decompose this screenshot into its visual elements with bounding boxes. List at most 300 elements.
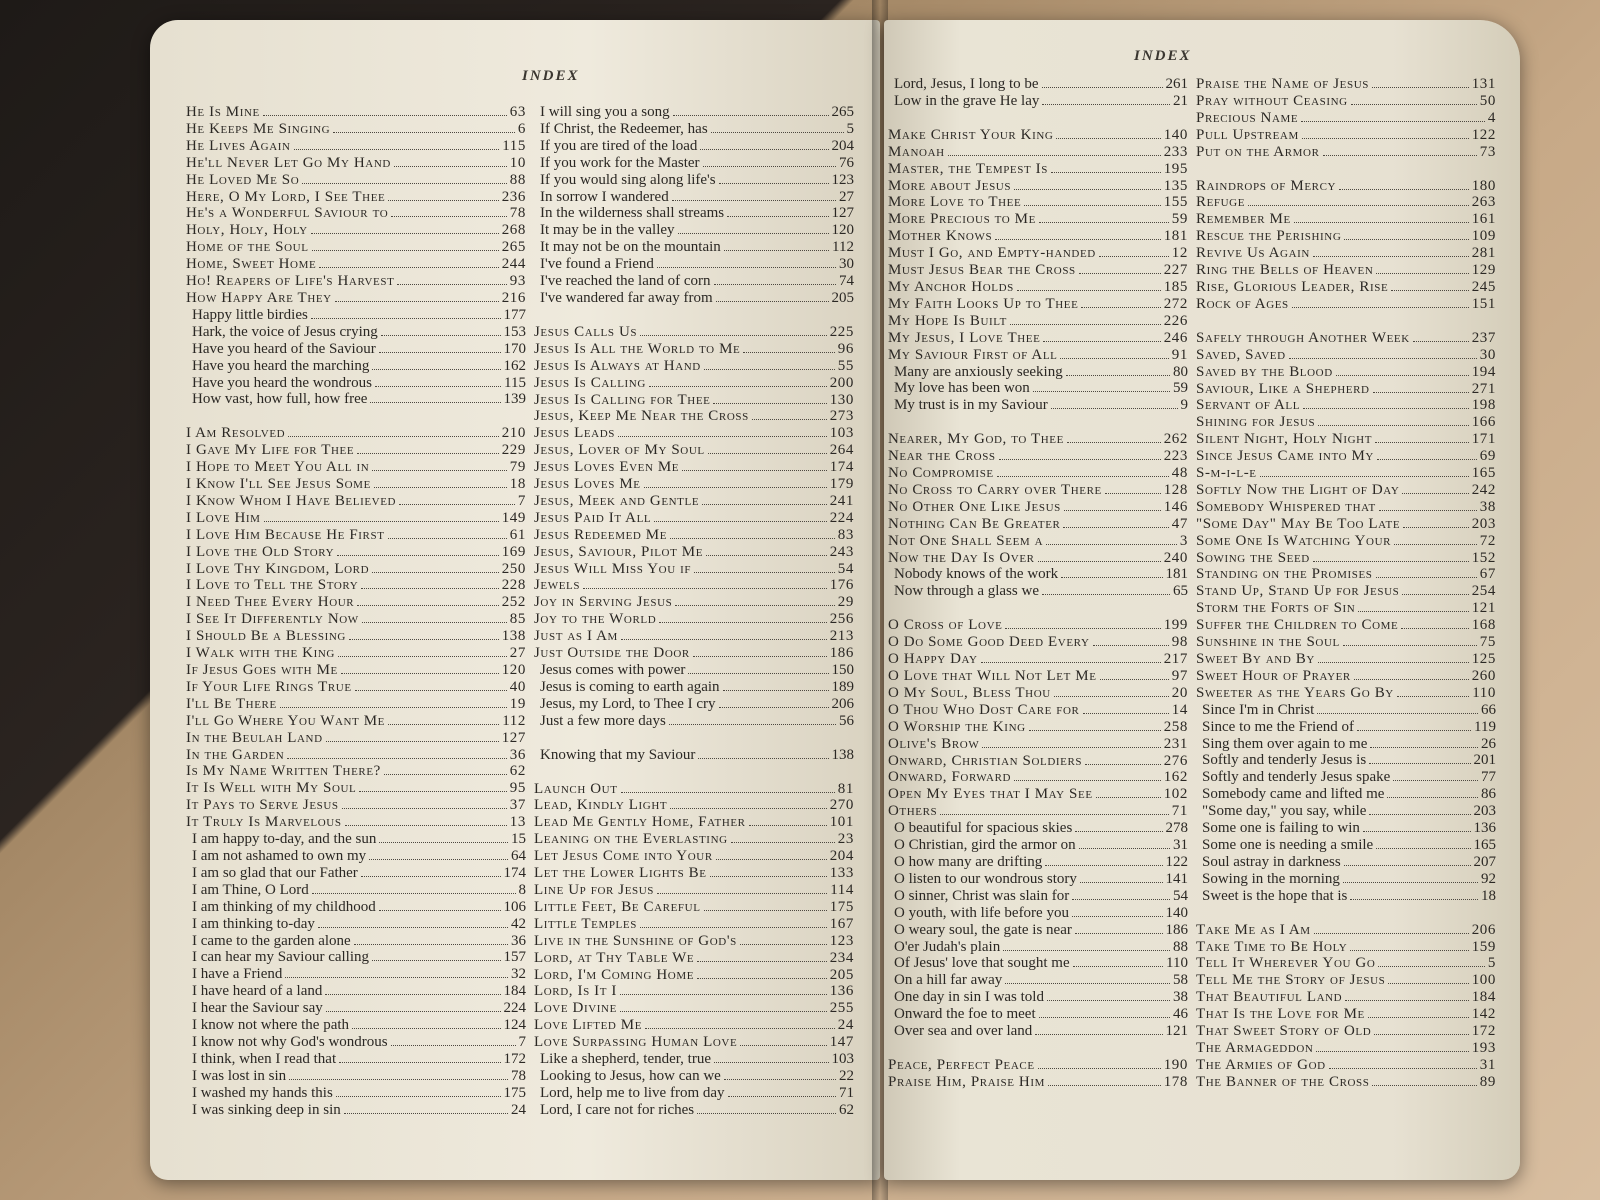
dot-leader: [682, 470, 827, 471]
dot-leader: [1391, 290, 1468, 291]
index-entry: [888, 1074, 1188, 1091]
dot-leader: [659, 622, 826, 623]
index-entry: [186, 933, 526, 950]
hymn-title: I am not ashamed to own my: [192, 847, 367, 864]
hymn-title: O sinner, Christ was slain for: [894, 887, 1070, 904]
dot-leader: [1363, 831, 1471, 832]
index-entry: [186, 527, 526, 544]
page-number: 206: [831, 695, 854, 712]
index-entry: [888, 448, 1188, 465]
page-number: 59: [1171, 211, 1188, 228]
dot-leader: [1045, 865, 1162, 866]
index-entry: [534, 662, 854, 679]
index-entry: [186, 324, 526, 341]
index-entry: [888, 668, 1188, 685]
page-number: 138: [831, 746, 854, 763]
index-column-2: [534, 104, 854, 1119]
page-number: 244: [501, 256, 526, 273]
hymn-title: How vast, how full, how free: [192, 391, 368, 408]
index-entry: [1196, 465, 1496, 482]
dot-leader: [997, 476, 1169, 477]
index-entry: [1196, 516, 1496, 533]
index-entry: [1196, 736, 1496, 753]
hymn-title: Sing them over again to me: [1202, 735, 1368, 752]
page-number: 89: [1479, 1073, 1496, 1090]
page-number: 242: [1471, 481, 1496, 498]
hymn-title: Praise Him, Praise Him: [888, 1073, 1045, 1090]
hymn-title: I know not where the path: [192, 1017, 350, 1034]
index-entry: [534, 831, 854, 848]
hymn-title: Softly Now the Light of Day: [1196, 481, 1400, 498]
index-entry: [1196, 533, 1496, 550]
dot-leader: [704, 910, 827, 911]
section-gap: [534, 307, 854, 324]
page-number: 37: [509, 797, 526, 814]
page-number: 77: [1481, 769, 1496, 786]
index-entry: [1196, 228, 1496, 245]
dot-leader: [1024, 205, 1160, 206]
page-number: 194: [1471, 363, 1496, 380]
index-entry: [1196, 330, 1496, 347]
index-entry: [186, 1051, 526, 1068]
hymn-title: Little Feet, Be Careful: [534, 898, 701, 915]
index-entry: [1196, 296, 1496, 313]
dot-leader: [361, 876, 501, 877]
dot-leader: [1051, 172, 1161, 173]
index-entry: [888, 803, 1188, 820]
hymn-title: Jesus Calls Us: [534, 323, 638, 340]
index-entry: [186, 425, 526, 442]
index-entry: [888, 871, 1188, 888]
index-entry: [1196, 448, 1496, 465]
section-gap: [186, 408, 526, 425]
index-entry: [888, 550, 1188, 567]
index-entry: [534, 781, 854, 798]
index-entry: [1196, 110, 1496, 127]
dot-leader: [285, 977, 508, 978]
index-entry: [1196, 939, 1496, 956]
page-number: 225: [829, 323, 854, 340]
index-column-2: [1196, 76, 1496, 1091]
page-number: 110: [1472, 684, 1496, 701]
hymn-title: Rock of Ages: [1196, 295, 1289, 312]
dot-leader: [379, 910, 501, 911]
page-number: 62: [509, 763, 526, 780]
page-number: 165: [1473, 836, 1496, 853]
dot-leader: [1339, 189, 1469, 190]
hymn-title: Jesus, Saviour, Pilot Me: [534, 543, 704, 560]
dot-leader: [1010, 324, 1161, 325]
index-entry: [1196, 786, 1496, 803]
right-page: [884, 20, 1520, 1180]
page-number: 189: [831, 678, 854, 695]
page-number: 246: [1163, 329, 1188, 346]
dot-leader: [1376, 577, 1477, 578]
index-entry: [186, 1085, 526, 1102]
dot-leader: [1314, 933, 1469, 934]
hymn-title: Softly and tenderly Jesus spake: [1202, 769, 1391, 786]
index-entry: [888, 245, 1188, 262]
hymn-title: Leaning on the Everlasting: [534, 831, 728, 848]
dot-leader: [995, 239, 1161, 240]
page-number: 228: [501, 577, 526, 594]
dot-leader: [1017, 290, 1161, 291]
index-entry: [186, 341, 526, 358]
page-number: 75: [1479, 634, 1496, 651]
page-number: 88: [509, 171, 526, 188]
hymn-title: I've found a Friend: [540, 256, 654, 273]
index-entry: [186, 172, 526, 189]
dot-leader: [1350, 899, 1478, 900]
hymn-title: Pray without Ceasing: [1196, 92, 1348, 109]
page-number: 199: [1163, 617, 1188, 634]
index-entry: [186, 780, 526, 797]
page-number: 8: [518, 881, 526, 898]
hymn-title: Sweet By and By: [1196, 651, 1315, 667]
dot-leader: [645, 1028, 835, 1029]
index-entry: [534, 189, 854, 206]
index-entry: [534, 358, 854, 375]
dot-leader: [397, 284, 506, 285]
hymn-title: Manoah: [888, 143, 945, 160]
dot-leader: [1294, 222, 1469, 223]
page-number: 122: [1165, 853, 1188, 870]
page-number: 112: [832, 239, 854, 256]
page-number: 131: [1471, 76, 1496, 92]
hymn-title: Lord, Is It I: [534, 983, 618, 1000]
index-entry: [1196, 752, 1496, 769]
dot-leader: [312, 250, 499, 251]
page-number: 55: [837, 357, 854, 374]
page-number: 47: [1171, 515, 1188, 532]
index-entry: [888, 380, 1188, 397]
dot-leader: [982, 747, 1160, 748]
hymn-title: Low in the grave He lay: [894, 92, 1040, 109]
hymn-title: I Walk with the King: [186, 645, 335, 662]
page-number: 276: [1163, 752, 1188, 769]
hymn-title: Stand Up, Stand Up for Jesus: [1196, 583, 1400, 600]
index-entry: [534, 239, 854, 256]
index-entry: [1196, 550, 1496, 567]
hymn-title: Just a few more days: [540, 712, 666, 729]
hymn-title: Saved, Saved: [1196, 346, 1286, 363]
page-number: 181: [1165, 566, 1188, 583]
index-entry: [186, 138, 526, 155]
page-number: 81: [837, 780, 854, 797]
index-entry: [534, 375, 854, 392]
index-entry: [888, 617, 1188, 634]
hymn-title: I am happy to-day, and the sun: [192, 831, 377, 848]
index-entry: [888, 753, 1188, 770]
page-number: 136: [1473, 820, 1496, 837]
dot-leader: [618, 436, 827, 437]
hymn-title: It may be in the valley: [540, 222, 675, 239]
page-number: 119: [1474, 718, 1496, 735]
dot-leader: [1073, 966, 1163, 967]
hymn-title: Onward, Christian Soldiers: [888, 752, 1083, 769]
dot-leader: [1350, 950, 1468, 951]
page-number: 224: [503, 1000, 526, 1017]
page-number: 124: [503, 1017, 526, 1034]
page-number: 175: [829, 898, 854, 915]
index-entry: [534, 848, 854, 865]
section-gap: [888, 110, 1188, 127]
hymn-title: If you are tired of the load: [540, 137, 698, 154]
index-entry: [1196, 1057, 1496, 1074]
dot-leader: [1318, 662, 1469, 663]
index-entry: [1196, 381, 1496, 398]
page-number: 20: [1171, 684, 1188, 701]
hymn-title: He'll Never Let Go My Hand: [186, 154, 391, 171]
page-number: 186: [1165, 921, 1188, 938]
hymn-title: Servant of All: [1196, 397, 1301, 414]
hymn-title: Holy, Holy, Holy: [186, 222, 308, 239]
hymn-title: Jesus Redeemed Me: [534, 526, 668, 543]
dot-leader: [697, 978, 827, 979]
dot-leader: [388, 724, 499, 725]
index-entry: [534, 459, 854, 476]
dot-leader: [357, 453, 499, 454]
dot-leader: [1047, 1000, 1170, 1001]
page-number: 258: [1163, 718, 1188, 735]
index-entry: [888, 854, 1188, 871]
hymn-title: S-m-i-l-e: [1196, 465, 1257, 482]
index-entry: [888, 955, 1188, 972]
index-column-1: [186, 104, 526, 1118]
page-number: 152: [1471, 549, 1496, 566]
dot-leader: [621, 639, 827, 640]
hymn-title: Love Surpassing Human Love: [534, 1034, 738, 1051]
dot-leader: [388, 200, 498, 201]
hymn-title: O My Soul, Bless Thou: [888, 684, 1051, 701]
page-number: 268: [501, 222, 526, 239]
dot-leader: [719, 183, 829, 184]
index-entry: [888, 736, 1188, 753]
index-entry: [186, 1034, 526, 1051]
hymn-title: I was lost in sin: [192, 1067, 287, 1084]
hymn-title: Lead Me Gently Home, Father: [534, 814, 746, 831]
index-entry: [888, 820, 1188, 837]
page-number: 31: [1173, 837, 1188, 854]
page-number: 224: [829, 509, 854, 526]
hymn-title: "Some day," you say, while: [1202, 803, 1367, 820]
index-entry: [1196, 837, 1496, 854]
page-number: 95: [509, 780, 526, 797]
dot-leader: [621, 792, 835, 793]
hymn-title: That Beautiful Land: [1196, 989, 1343, 1006]
hymn-title: I Love Him: [186, 509, 261, 526]
dot-leader: [1377, 459, 1477, 460]
dot-leader: [1014, 780, 1161, 781]
dot-leader: [1048, 1085, 1161, 1086]
index-entry: [534, 628, 854, 645]
index-entry: [534, 747, 854, 764]
hymn-title: He Lives Again: [186, 137, 291, 154]
dot-leader: [1402, 493, 1468, 494]
page-number: 96: [837, 340, 854, 357]
dot-leader: [336, 1096, 501, 1097]
page-number: 140: [1163, 126, 1188, 143]
hymn-title: I came to the garden alone: [192, 932, 351, 949]
page-number: 91: [1171, 346, 1188, 363]
page-number: 245: [1471, 278, 1496, 295]
index-entry: [534, 1068, 854, 1085]
hymn-title: The Armageddon: [1196, 1039, 1314, 1056]
dot-leader: [1081, 307, 1160, 308]
dot-leader: [1039, 222, 1169, 223]
section-gap: [1196, 905, 1496, 922]
index-entry: [888, 905, 1188, 922]
page-number: 166: [1471, 414, 1496, 431]
index-entry: [534, 341, 854, 358]
hymn-title: O weary soul, the gate is near: [894, 921, 1072, 938]
hymn-title: Just Outside the Door: [534, 645, 690, 662]
hymn-title: If Jesus Goes with Me: [186, 662, 338, 678]
index-column-1: [888, 76, 1188, 1091]
page-number: 27: [509, 645, 526, 662]
dot-leader: [752, 419, 827, 420]
page-number: 115: [504, 374, 526, 391]
hymn-title: I've reached the land of corn: [540, 273, 711, 290]
page-number: 198: [1471, 397, 1496, 414]
dot-leader: [716, 859, 827, 860]
hymn-title: Joy in Serving Jesus: [534, 594, 673, 611]
dot-leader: [1376, 848, 1470, 849]
index-entry: [888, 1023, 1188, 1040]
page-number: 46: [1173, 1006, 1188, 1023]
page-number: 36: [509, 746, 526, 763]
index-entry: [888, 161, 1188, 178]
page-number: 217: [1163, 651, 1188, 668]
hymn-title: Many are anxiously seeking: [894, 363, 1063, 380]
dot-leader: [1038, 561, 1161, 562]
dot-leader: [333, 132, 515, 133]
hymn-title: Tell It Wherever You Go: [1196, 955, 1376, 972]
dot-leader: [999, 459, 1161, 460]
index-entry: [888, 279, 1188, 296]
page-number: 149: [501, 509, 526, 526]
dot-leader: [740, 944, 827, 945]
index-entry: [186, 611, 526, 628]
page-number: 205: [831, 289, 854, 306]
hymn-title: Lead, Kindly Light: [534, 797, 668, 814]
index-entry: [186, 797, 526, 814]
hymn-title: I hear the Saviour say: [192, 1000, 323, 1017]
index-entry: [888, 482, 1188, 499]
hymn-title: O Worship the King: [888, 718, 1026, 735]
hymn-title: I can hear my Saviour calling: [192, 949, 370, 966]
hymn-title: Precious Name: [1196, 109, 1299, 126]
hymn-title: Must Jesus Bear the Cross: [888, 262, 1076, 279]
hymn-title: It may not be on the mountain: [540, 239, 721, 256]
dot-leader: [708, 453, 827, 454]
dot-leader: [339, 1062, 500, 1063]
index-entry: [534, 679, 854, 696]
dot-leader: [1357, 730, 1471, 731]
page-number: 15: [511, 831, 526, 848]
page-number: 168: [1471, 617, 1496, 634]
dot-leader: [1038, 1068, 1161, 1069]
page-number: 223: [1163, 448, 1188, 465]
page-number: 171: [1471, 431, 1496, 448]
page-number: 263: [1471, 194, 1496, 211]
hymn-title: I Love the Old Story: [186, 543, 335, 560]
index-entry: [186, 1068, 526, 1085]
dot-leader: [1043, 341, 1160, 342]
page-number: 123: [829, 932, 854, 949]
page-number: 27: [839, 188, 854, 205]
dot-leader: [620, 994, 827, 995]
hymn-title: Have you heard of the Saviour: [192, 340, 376, 357]
dot-leader: [294, 149, 500, 150]
index-entry: [534, 104, 854, 121]
dot-leader: [694, 572, 835, 573]
page-number: 9: [1180, 397, 1188, 414]
dot-leader: [1079, 273, 1161, 274]
hymn-title: I think, when I read that: [192, 1050, 337, 1067]
hymn-title: Somebody came and lifted me: [1202, 786, 1385, 803]
page-number: 69: [1479, 448, 1496, 465]
index-entry: [186, 121, 526, 138]
hymn-title: It Is Well with My Soul: [186, 780, 357, 797]
dot-leader: [1292, 307, 1469, 308]
page-number: 18: [1481, 887, 1496, 904]
hymn-title: Onward the foe to meet: [894, 1006, 1036, 1023]
hymn-title: It Truly Is Marvelous: [186, 814, 342, 831]
hymn-title: My Jesus, I Love Thee: [888, 329, 1041, 346]
index-entry: [888, 262, 1188, 279]
hymn-title: Ho! Reapers of Life's Harvest: [186, 273, 395, 290]
page-number: 254: [1471, 583, 1496, 600]
page-number: 155: [1163, 194, 1188, 211]
dot-leader: [981, 662, 1161, 663]
dot-leader: [288, 436, 499, 437]
dot-leader: [1376, 273, 1468, 274]
hymn-title: I'll Go Where You Want Me: [186, 712, 385, 729]
index-entry: [534, 138, 854, 155]
index-entry: [186, 205, 526, 222]
page-number: 262: [1163, 431, 1188, 448]
index-entry: [888, 330, 1188, 347]
index-entry: [1196, 431, 1496, 448]
hymn-title: Jesus Is Calling: [534, 374, 646, 391]
page-number: 103: [829, 425, 854, 442]
page-number: 50: [1479, 92, 1496, 109]
page-number: 261: [1165, 76, 1188, 92]
index-entry: [186, 307, 526, 324]
page-number: 270: [829, 797, 854, 814]
index-entry: [534, 1000, 854, 1017]
index-entry: [888, 566, 1188, 583]
hymn-title: The Banner of the Cross: [1196, 1073, 1370, 1090]
hymn-title: On a hill far away: [894, 972, 1003, 989]
index-entry: [888, 93, 1188, 110]
page-number: 130: [829, 391, 854, 408]
page-number: 12: [1171, 245, 1188, 262]
dot-leader: [1099, 256, 1169, 257]
hymn-title: Jesus Leads: [534, 425, 615, 442]
index-entry: [534, 882, 854, 899]
hymn-title: O'er Judah's plain: [894, 938, 1001, 955]
index-entry: [186, 899, 526, 916]
hymn-title: If Your Life Rings True: [186, 678, 352, 695]
dot-leader: [359, 791, 506, 792]
page-number: 179: [829, 476, 854, 493]
hymn-title: I washed my hands this: [192, 1084, 333, 1101]
page-number: 237: [1471, 329, 1496, 346]
dot-leader: [716, 301, 829, 302]
page-number: 250: [501, 560, 526, 577]
